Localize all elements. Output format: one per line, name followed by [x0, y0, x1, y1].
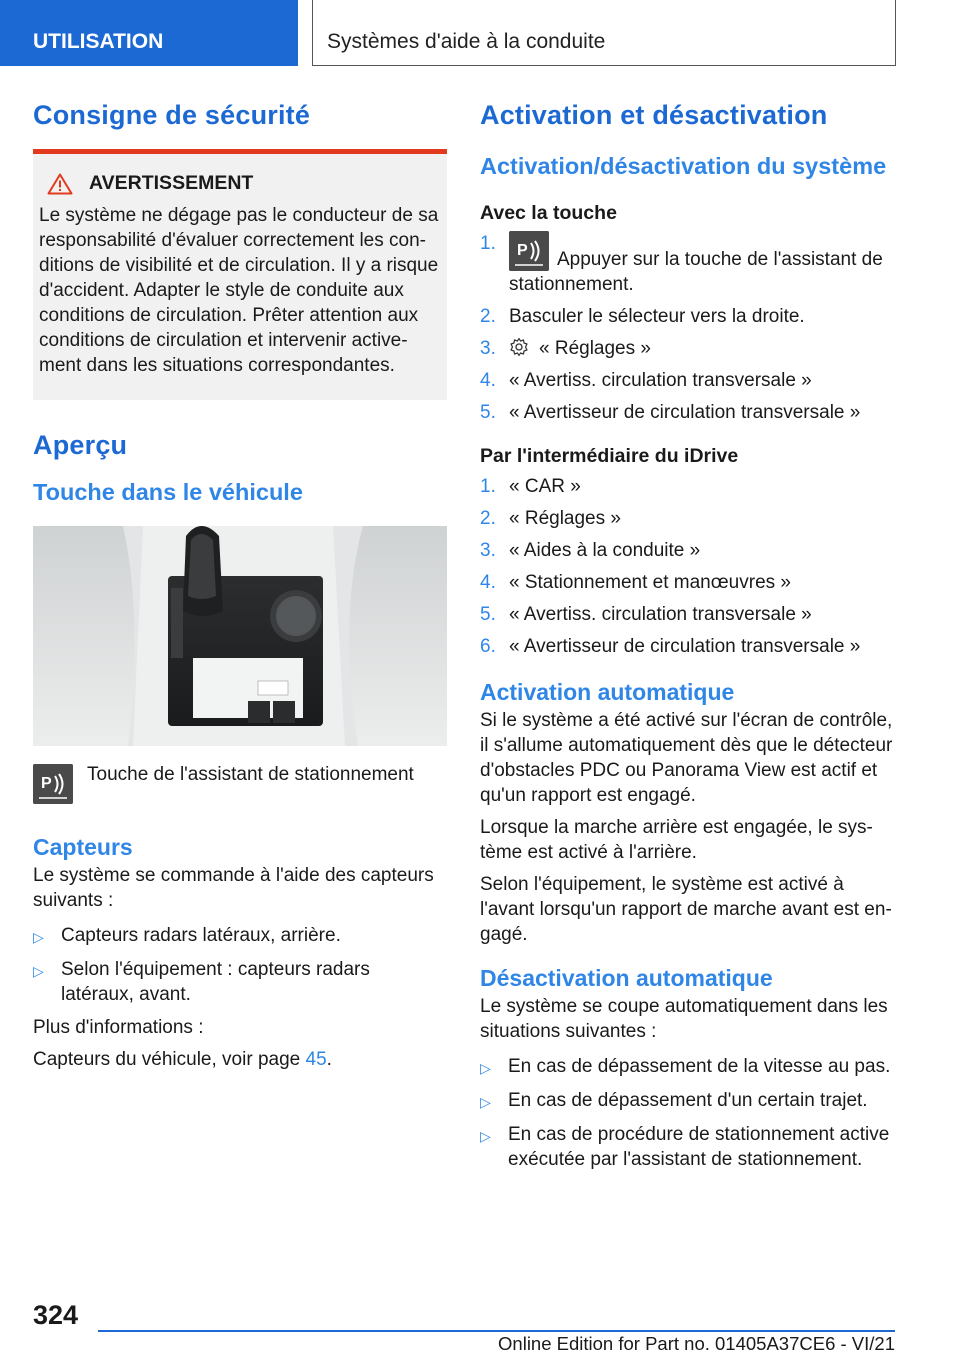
- triangle-bullet-icon: ▷: [480, 1094, 491, 1110]
- list-item: ▷ En cas de procédure de stationnement active exécutée par l'assistant de stationnement.: [480, 1124, 890, 1170]
- triangle-bullet-icon: ▷: [33, 929, 44, 945]
- list-item: ▷ Selon l'équipement : capteurs radars latéraux, avant.: [33, 959, 370, 1005]
- button-in-vehicle-heading: Touche dans le véhicule: [33, 479, 303, 505]
- list-item: 3. « Aides à la conduite »: [480, 540, 701, 561]
- triangle-bullet-icon: ▷: [33, 963, 44, 979]
- gear-icon: [509, 337, 529, 357]
- auto-activation-text: Si le système a été activé sur l'écran de contrôle, il s'allume automatiquement dès que le détecteur d'obstacles PDC ou Panorama View est actif et qu'un rapport est engagé.: [480, 710, 893, 806]
- warning-box: [33, 149, 447, 400]
- list-item: 5. « Avertiss. circulation transversale »: [480, 604, 812, 625]
- idrive-steps: [480, 474, 900, 659]
- auto-activation-heading: Activation automatique: [480, 679, 735, 705]
- warning-triangle-icon: [47, 173, 73, 195]
- center-console-illustration: [33, 526, 447, 746]
- list-item: 2. Basculer le sélecteur vers la droite.: [480, 306, 805, 327]
- auto-deactivation-list: [480, 1054, 900, 1172]
- sensors-intro: Le système se commande à l'aide des capteurs suivants :: [33, 865, 434, 911]
- overview-heading: Aperçu: [33, 430, 128, 460]
- triangle-bullet-icon: ▷: [480, 1128, 491, 1144]
- list-item: 6. « Avertisseur de circulation transversale »: [480, 636, 861, 657]
- parking-assistant-icon: [33, 764, 73, 804]
- list-item: 4. « Avertiss. circulation transversale »: [480, 370, 812, 391]
- footer-divider: [98, 1330, 895, 1332]
- list-item: 4. « Stationnement et manœuvres »: [480, 572, 791, 593]
- triangle-bullet-icon: ▷: [480, 1060, 491, 1076]
- svg-text:P: P: [517, 242, 528, 259]
- warning-label: AVERTISSEMENT: [89, 172, 254, 194]
- auto-activation-text: Selon l'équipement, le système est activé à l'avant lorsqu'un rapport de marche avant est engagé.: [480, 874, 892, 945]
- list-item: 5. « Avertisseur de circulation transversale »: [480, 402, 861, 423]
- list-item: 2. « Réglages »: [480, 508, 621, 529]
- button-steps: [480, 231, 900, 425]
- list-item: ▷ En cas de dépassement de la vitesse au pas.: [480, 1054, 900, 1081]
- list-item: 3. « Réglages »: [480, 338, 651, 359]
- sensors-heading: Capteurs: [33, 834, 133, 860]
- center-console-photo: [33, 526, 447, 746]
- idrive-label: Par l'intermédiaire du iDrive: [480, 445, 739, 467]
- list-item: 1. « CAR »: [480, 476, 581, 497]
- left-column: [33, 100, 447, 1079]
- auto-deactivation-intro: Le système se coupe automatiquement dans les situations suivantes :: [480, 996, 888, 1042]
- page-reference: Capteurs du véhicule, voir page 45.: [33, 1049, 332, 1070]
- sensors-list: [33, 923, 447, 1007]
- with-button-label: Avec la touche: [480, 202, 617, 224]
- activation-heading: Activation et désactivation: [480, 100, 828, 130]
- parking-assistant-icon: [509, 231, 549, 271]
- footer-edition: Online Edition for Part no. 01405A37CE6 - VI/21: [498, 1333, 895, 1354]
- page-number: 324: [33, 1300, 79, 1330]
- figure-caption: [33, 764, 447, 804]
- list-item: ▷ En cas de dépassement d'un certain trajet.: [480, 1088, 900, 1115]
- caption-text: Touche de l'assistant de stationnement: [87, 764, 414, 785]
- safety-heading: Consigne de sécurité: [33, 100, 311, 130]
- header-chapter-title: Systèmes d'aide à la conduite: [312, 0, 896, 66]
- list-item: 1. P Appuyer sur la touche de l'assistant de stationnement.: [480, 233, 883, 295]
- auto-deactivation-heading: Désactivation automatique: [480, 965, 773, 991]
- warning-header: [39, 172, 439, 195]
- warning-text: Le système ne dégage pas le conducteur de sa responsabilité d'évaluer correctement les conditions de visibilité et de circulation. Il y a risque d'accident. Adapter le style de conduite aux conditions de circulation. Prêter attention aux conditions de circulation et intervenir activement dans les situations correspondantes.: [39, 205, 439, 376]
- page-45-link[interactable]: 45: [305, 1049, 327, 1070]
- right-column: [480, 100, 900, 1180]
- system-toggle-heading: Activation/désactivation du système: [480, 153, 887, 179]
- more-info-text: Plus d'informations :: [33, 1017, 204, 1038]
- header-section-tab: UTILISATION: [0, 0, 298, 66]
- list-item: ▷ Capteurs radars latéraux, arrière.: [33, 923, 447, 950]
- auto-activation-text: Lorsque la marche arrière est engagée, le système est activé à l'arrière.: [480, 817, 873, 863]
- svg-text:P: P: [41, 775, 52, 792]
